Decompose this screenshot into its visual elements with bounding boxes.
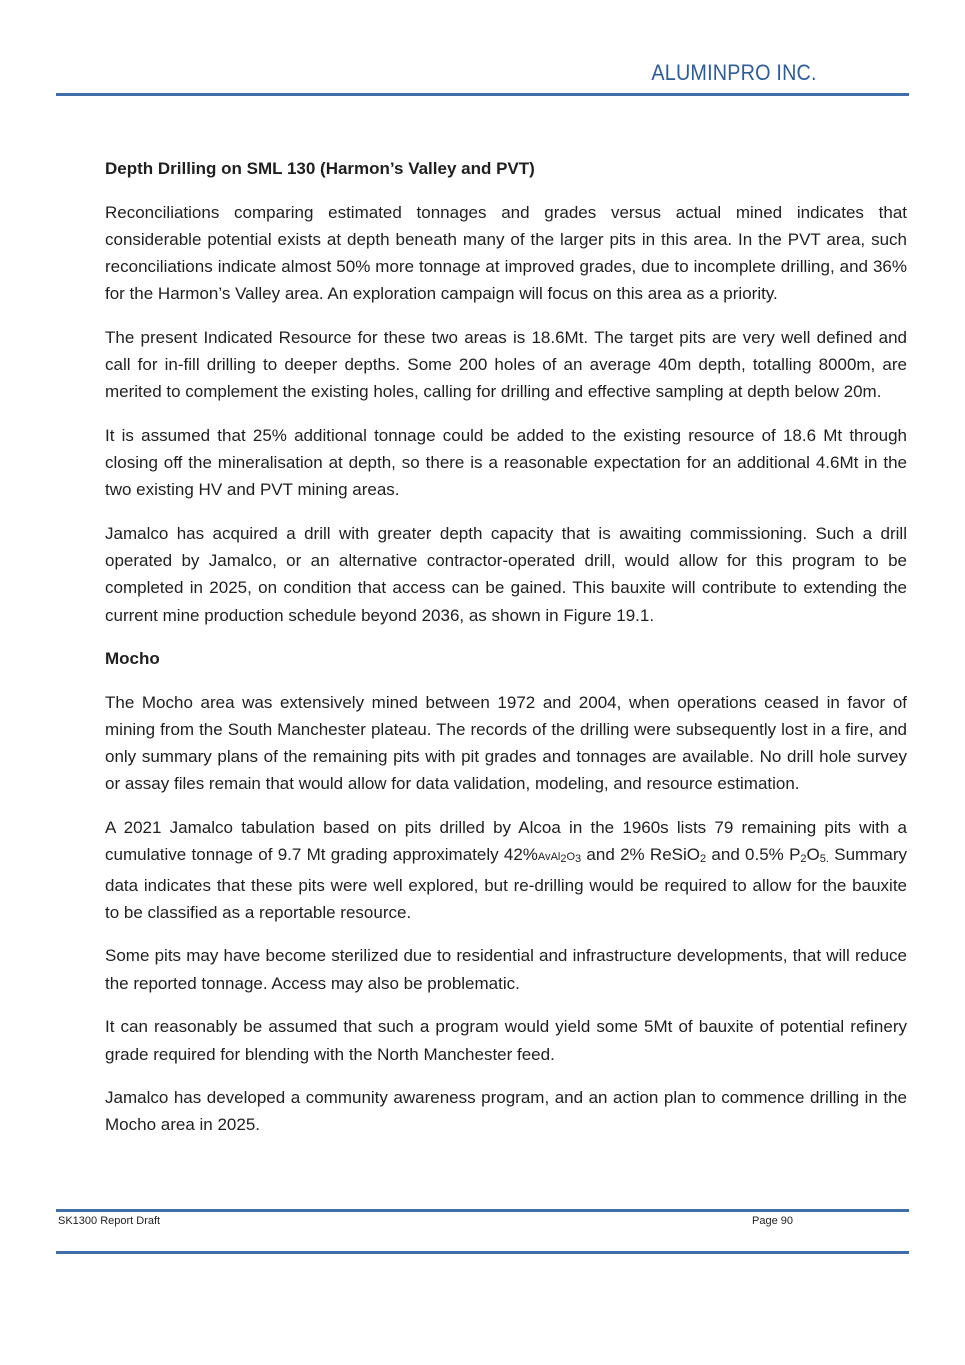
company-name: ALUMINPRO INC. xyxy=(651,60,817,85)
paragraph: Reconciliations comparing estimated tonnages and grades versus actual mined indicates that considerable potential exists at depth beneath many of the larger pits in this area. In the PVT area, such reconciliations indicate almost 50% more tonnage at improved grades, due to incomplete drilling, and 36% for the Harmon’s Valley area. An exploration campaign will focus on this area as a priority. xyxy=(105,202,907,304)
tabulation-paragraph xyxy=(105,814,907,926)
footer-rule-top xyxy=(56,1209,909,1212)
tabulation-text: and 2% ReSiO xyxy=(581,845,700,865)
section-heading-depth-drilling: Depth Drilling on SML 130 (Harmon’s Valley and PVT) xyxy=(105,159,535,178)
subscript: 2 xyxy=(560,853,567,866)
subscript: 3 xyxy=(575,853,582,866)
paragraph: Jamalco has developed a community awareness program, and an action plan to commence drilling in the Mocho area in 2025. xyxy=(105,1088,907,1135)
paragraph: The present Indicated Resource for these two areas is 18.6Mt. The target pits are very well defined and call for in-fill drilling to deeper depths. Some 200 holes of an average 40m depth, totalling 8000m, are merited to complement the existing holes, calling for drilling and effective sampling at depth below 20m. xyxy=(105,327,907,402)
paragraph: The Mocho area was extensively mined between 1972 and 2004, when operations ceased in favor of mining from the South Manchester plateau. The records of the drilling were subsequently lost in a fire, and only summary plans of the remaining pits with pit grades and tonnages are available. No drill hole survey or assay files remain that would allow for data validation, modeling, and resource estimation. xyxy=(105,692,907,794)
section-heading-mocho: Mocho xyxy=(105,649,160,669)
page-number: Page 90 xyxy=(752,1215,793,1227)
footer-report-name: SK1300 Report Draft xyxy=(58,1215,161,1227)
tabulation-text: Summary data indicates that these pits were well explored, but re-drilling would be required to allow for the bauxite to be classified as a reportable resource. xyxy=(105,845,907,922)
o-label: O xyxy=(566,851,576,864)
subscript: 2 xyxy=(700,853,707,866)
al-label: Al xyxy=(550,851,561,864)
footer-rule-bottom xyxy=(56,1251,909,1254)
paragraph: Jamalco has acquired a drill with greater depth capacity that is awaiting commissioning. Such a drill operated by Jamalco, or an alternative contractor-operated drill, would allow for this program to be completed in 2025, on condition that access can be gained. This bauxite will contribute to extending the current mine production schedule beyond 2036, as shown in Figure 19.1. xyxy=(105,524,907,625)
o-label: O xyxy=(806,845,820,865)
paragraph: Some pits may have become sterilized due to residential and infrastructure developments, that will reduce the reported tonnage. Access may also be problematic. xyxy=(105,946,907,993)
subscript: 5. xyxy=(819,853,829,866)
page-body xyxy=(105,155,907,1155)
paragraph: It is assumed that 25% additional tonnage could be added to the existing resource of 18.6 Mt through closing off the mineralisation at depth, so there is a reasonable expectation for an additional 4.6Mt in the two existing HV and PVT mining areas. xyxy=(105,425,907,500)
subscript: 2 xyxy=(800,853,807,866)
header-rule xyxy=(56,93,909,96)
tabulation-text: A 2021 Jamalco tabulation based on pits drilled by Alcoa in the 1960s lists 79 remaining pits with a cumulative tonnage of 9.7 Mt grading approximately 42% xyxy=(105,818,907,865)
paragraph: It can reasonably be assumed that such a program would yield some 5Mt of bauxite of potential refinery grade required for blending with the North Manchester feed. xyxy=(105,1017,907,1064)
av-label: Av xyxy=(537,851,551,864)
tabulation-text: and 0.5% P xyxy=(706,845,801,865)
